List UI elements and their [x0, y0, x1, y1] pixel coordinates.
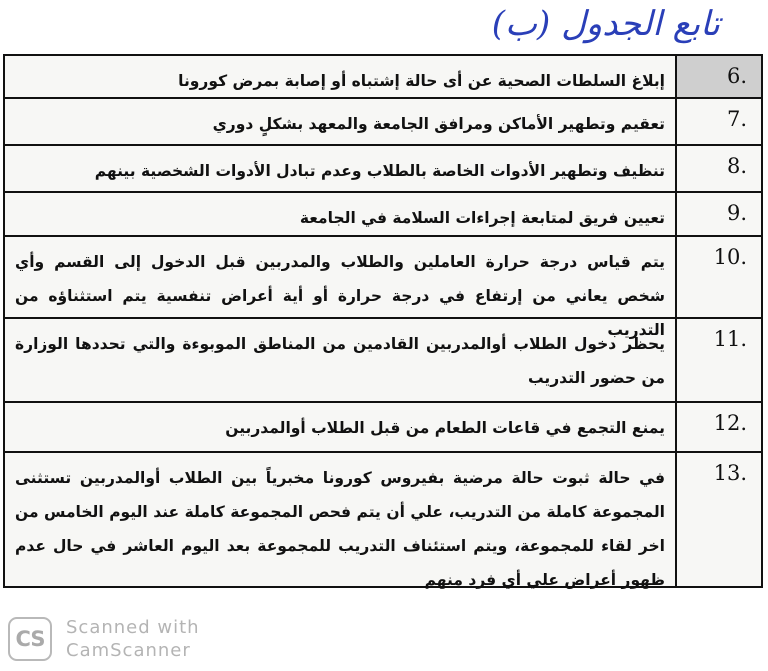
camscanner-watermark	[8, 616, 200, 662]
row-number: 10.	[675, 237, 761, 317]
row-text: في حالة ثبوت حالة مرضية بفيروس كورونا مخبرياً بين الطلاب أوالمدربين تستثنى المجموعة كاملة من التدريب، علي أن يتم فحص المجموعة كاملة عند اليوم الخامس من اخر لقاء للمجموعة، ويتم استئناف التدريب للمجموعة بعد اليوم العاشر في حال عدم ظهور أعراض علي أي فرد منهم	[15, 469, 665, 589]
row-number: 13.	[675, 453, 761, 586]
table-row	[5, 146, 761, 193]
row-number: 12.	[675, 403, 761, 451]
table-row	[5, 319, 761, 403]
table-row	[5, 99, 761, 146]
handwritten-title: تابع الجدول (ب)	[491, 4, 720, 44]
row-text: تنظيف وتطهير الأدوات الخاصة بالطلاب وعدم تبادل الأدوات الشخصية بينهم	[94, 162, 665, 180]
row-number: 8.	[675, 146, 761, 191]
row-text: إبلاغ السلطات الصحية عن أى حالة إشتباه أو إصابة بمرض كورونا	[178, 72, 665, 90]
row-text: تعيين فريق لمتابعة إجراءات السلامة في الجامعة	[299, 209, 665, 227]
row-number: 9.	[675, 193, 761, 235]
camscanner-logo-icon: CS	[8, 617, 52, 661]
row-text: يحظر دخول الطلاب أوالمدربين القادمين من المناطق الموبوءة والتي تحددها الوزارة من حضور التدريب	[15, 335, 665, 387]
table-row	[5, 453, 761, 589]
watermark-text	[66, 616, 200, 662]
watermark-line2: CamScanner	[66, 640, 191, 661]
row-number: 7.	[675, 99, 761, 144]
row-number: 11.	[675, 319, 761, 401]
watermark-line1: Scanned with	[66, 617, 200, 638]
table-row	[5, 193, 761, 237]
table-row	[5, 403, 761, 453]
row-text: تعقيم وتطهير الأماكن ومرافق الجامعة والمعهد بشكلٍ دوري	[212, 115, 665, 133]
table-row	[5, 56, 761, 99]
row-text: يتم قياس درجة حرارة العاملين والطلاب والمدربين قبل الدخول إلى القسم وأي شخص يعاني من إرتفاع في درجة حرارة أو أية أعراض تنفسية يتم استثناؤه من التدريب	[15, 253, 665, 339]
row-text: يمنع التجمع في قاعات الطعام من قبل الطلاب أوالمدربين	[225, 419, 665, 437]
measures-table	[3, 54, 763, 588]
row-number: 6.	[675, 56, 761, 97]
